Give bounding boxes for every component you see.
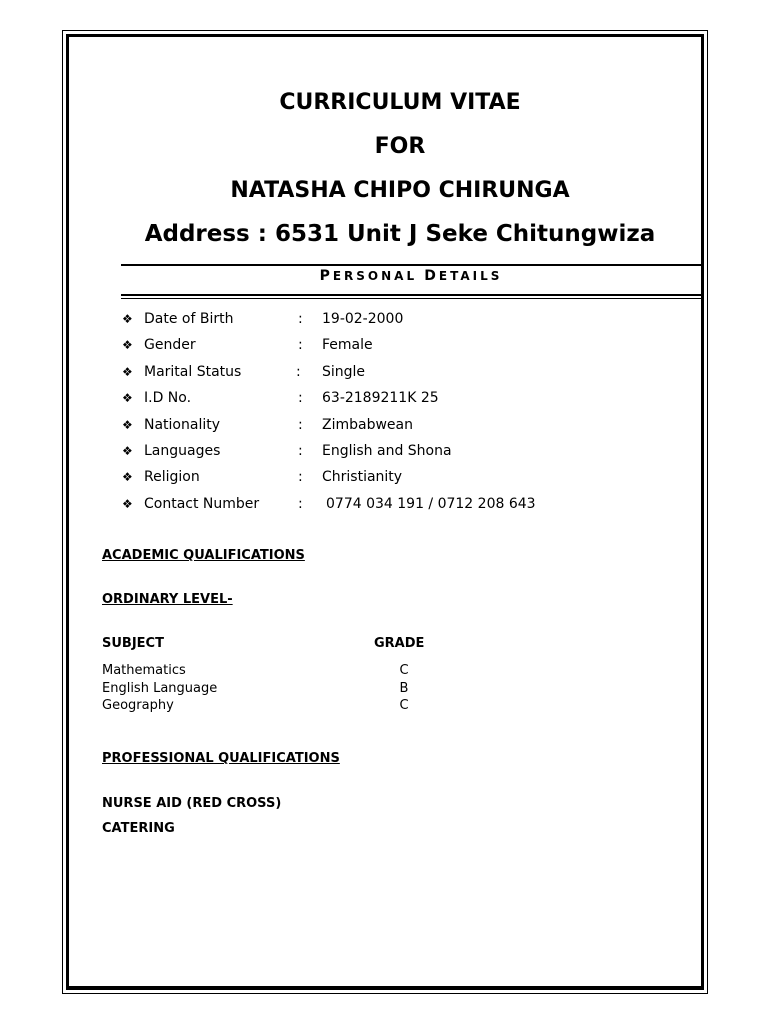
diamond-bullet-icon: ❖	[122, 338, 133, 353]
detail-separator: :	[298, 442, 303, 459]
personal-details-heading	[121, 268, 701, 284]
detail-value: Zimbabwean	[322, 416, 413, 433]
diamond-bullet-icon: ❖	[122, 443, 133, 458]
detail-label: I.D No.	[144, 390, 192, 407]
detail-value: Single	[322, 363, 366, 380]
cv-for: FOR	[374, 134, 426, 159]
detail-label: Religion	[144, 469, 200, 486]
subject-grade: B	[399, 681, 409, 696]
detail-value: Female	[322, 337, 373, 354]
ordinary-level-heading: ORDINARY LEVEL-	[102, 592, 233, 607]
detail-separator: :	[298, 416, 303, 433]
detail-value: 19-02-2000	[322, 311, 404, 327]
grade-column-header: GRADE	[374, 636, 425, 651]
subject-grade: C	[399, 698, 409, 713]
subject-grade: C	[399, 663, 409, 678]
academic-qualifications-heading: ACADEMIC QUALIFICATIONS	[102, 548, 305, 563]
detail-separator: :	[298, 311, 303, 327]
subject-name: Geography	[102, 698, 174, 713]
detail-value: 63-2189211K 25	[322, 390, 439, 407]
detail-label: Contact Number	[144, 495, 260, 512]
professional-item: NURSE AID (RED CROSS)	[102, 796, 282, 811]
professional-item: CATERING	[102, 821, 175, 836]
diamond-bullet-icon: ❖	[122, 470, 133, 485]
section-rule-bottom-1	[121, 294, 701, 296]
detail-separator: :	[298, 469, 303, 486]
detail-label: Languages	[144, 442, 221, 459]
detail-label: Gender	[144, 337, 196, 354]
subject-name: English Language	[102, 681, 218, 696]
candidate-address: Address : 6531 Unit J Seke Chitungwiza	[144, 221, 656, 247]
subject-column-header: SUBJECT	[102, 636, 164, 651]
detail-separator: :	[296, 363, 301, 380]
detail-separator: :	[298, 495, 303, 512]
personal-details-rest-2: ETAILS	[438, 269, 503, 283]
detail-label: Nationality	[144, 416, 221, 433]
detail-separator: :	[298, 337, 303, 354]
diamond-bullet-icon: ❖	[122, 417, 133, 432]
section-rule-top	[121, 264, 701, 266]
professional-qualifications-heading: PROFESSIONAL QUALIFICATIONS	[102, 751, 340, 766]
personal-details-initial-p: P	[319, 268, 333, 284]
diamond-bullet-icon: ❖	[122, 496, 133, 511]
personal-details-rest-1: ERSONAL	[332, 269, 425, 283]
detail-label: Date of Birth	[144, 311, 234, 327]
personal-details-initial-d: D	[424, 268, 439, 284]
cv-title: CURRICULUM VITAE	[279, 90, 521, 115]
diamond-bullet-icon: ❖	[122, 364, 133, 379]
candidate-name: NATASHA CHIPO CHIRUNGA	[230, 178, 570, 203]
detail-value: English and Shona	[322, 442, 452, 459]
detail-separator: :	[298, 390, 303, 407]
diamond-bullet-icon: ❖	[122, 391, 133, 406]
subject-name: Mathematics	[102, 663, 186, 678]
detail-label: Marital Status	[144, 363, 242, 380]
detail-value: Christianity	[322, 469, 403, 486]
diamond-bullet-icon: ❖	[122, 312, 133, 326]
detail-value: 0774 034 191 / 0712 208 643	[326, 495, 536, 512]
section-rule-bottom-2	[121, 298, 701, 299]
